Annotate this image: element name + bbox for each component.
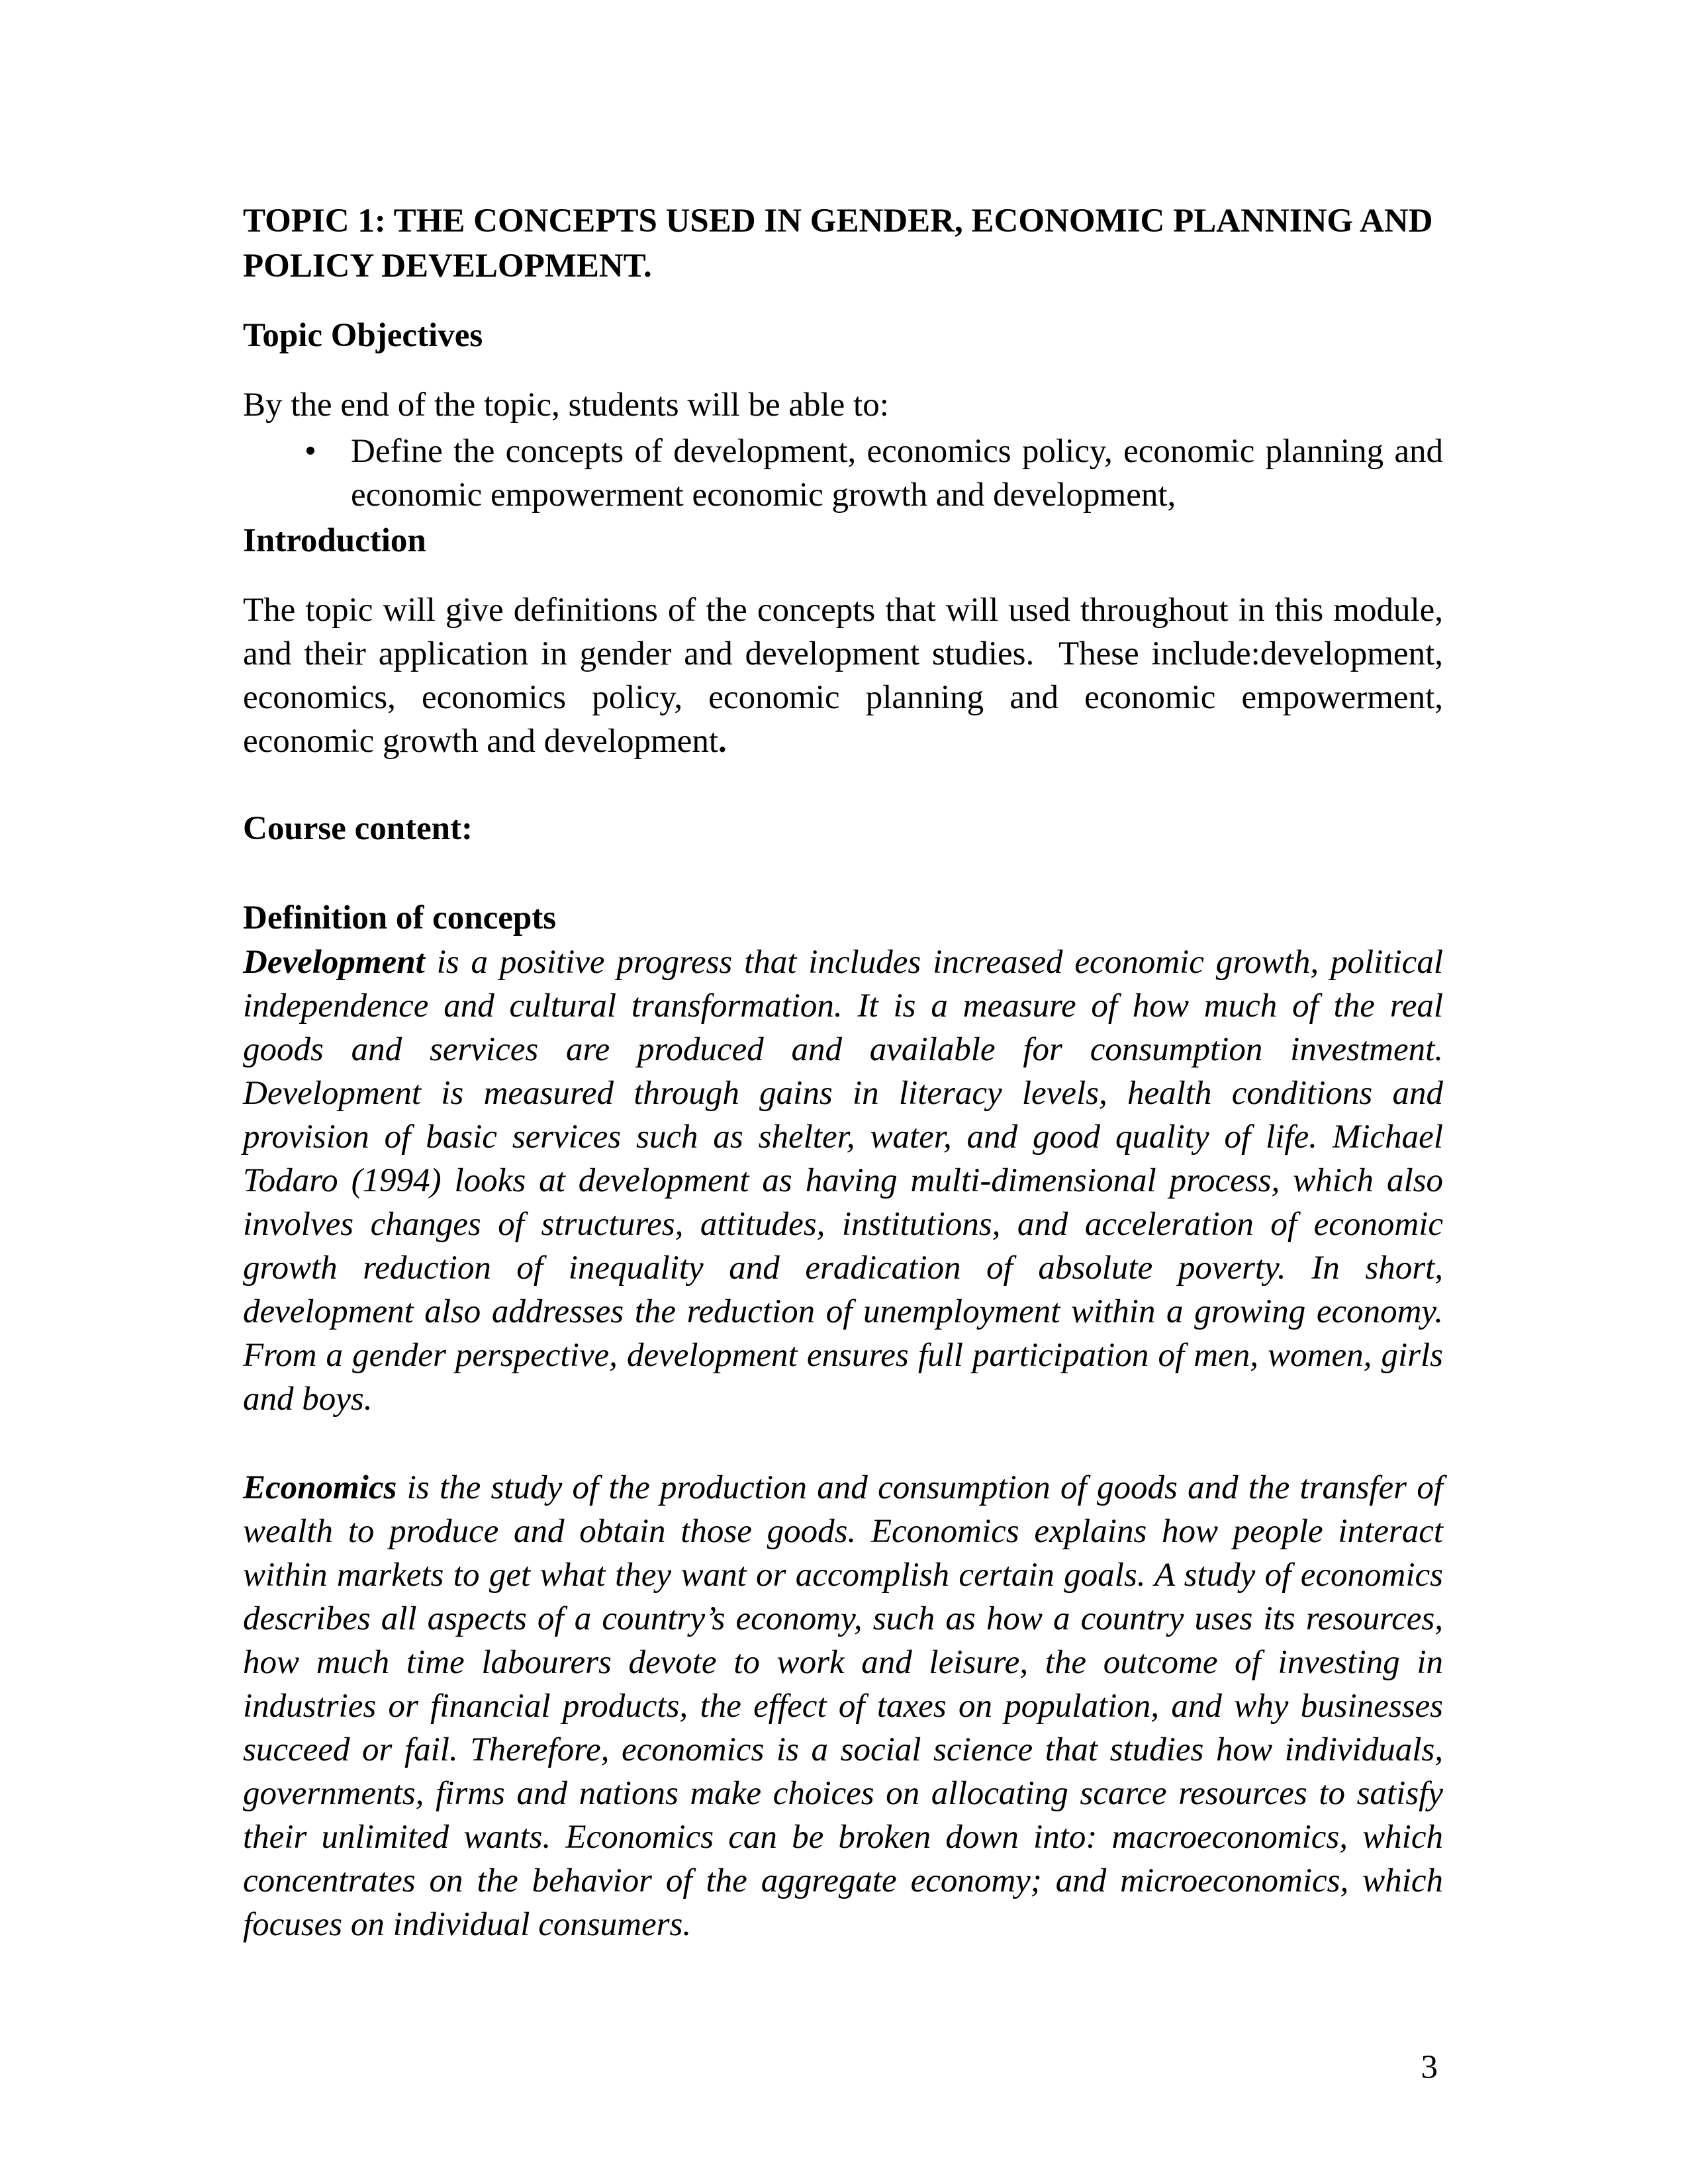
page-number: 3 xyxy=(1421,2049,1438,2086)
objectives-list xyxy=(243,430,1443,517)
definition-of-concepts-heading: Definition of concepts xyxy=(243,899,557,936)
introduction-terminal-period: . xyxy=(718,723,727,760)
development-definition-text: is a positive progress that includes increased economic growth, political independence and cultural transformation. It is a measure of how much of the real goods and services are produced and available for consumption investment. Development is measured through gains in literacy levels, health conditions and provision of basic services such as shelter, water, and good quality of life. Michael Todaro (1994) looks at development as having multi-dimensional process, which also involves changes of structures, attitudes, institutions, and acceleration of economic growth reduction of inequality and eradication of absolute poverty. In short, development also addresses the reduction of unemployment within a growing economy. From a gender perspective, development ensures full participation of men, women, girls and boys. xyxy=(243,944,1443,1418)
economics-term: Economics xyxy=(243,1469,397,1506)
economics-definition-paragraph xyxy=(243,1466,1443,1946)
bullet-icon: • xyxy=(305,433,316,470)
objectives-lead: By the end of the topic, students will be able to: xyxy=(243,387,889,424)
development-term: Development xyxy=(243,944,425,981)
introduction-text: The topic will give definitions of the concepts that will used throughout in this module, and their application in gender and development studies. These include:development, economics, economics policy, economic planning and economic empowerment, economic growth and development xyxy=(243,592,1443,760)
objective-item xyxy=(243,430,1443,517)
introduction-heading: Introduction xyxy=(243,522,426,559)
course-content-heading: Course content: xyxy=(243,810,473,847)
topic-title: TOPIC 1: THE CONCEPTS USED IN GENDER, ECONOMIC PLANNING AND POLICY DEVELOPMENT. xyxy=(243,203,1433,285)
introduction-paragraph xyxy=(243,588,1443,763)
economics-definition-text: is the study of the production and consumption of goods and the transfer of wealth to produce and obtain those goods. Economics explains how people interact within markets to get what they want or accomplish certain goals. A study of economics describes all aspects of a country’s economy, such as how a country uses its resources, how much time labourers devote to work and leisure, the outcome of investing in industries or financial products, the effect of taxes on population, and why businesses succeed or fail. Therefore, economics is a social science that studies how individuals, governments, firms and nations make choices on allocating scarce resources to satisfy their unlimited wants. Economics can be broken down into: macroeconomics, which concentrates on the behavior of the aggregate economy; and microeconomics, which focuses on individual consumers. xyxy=(243,1469,1443,1943)
development-definition-paragraph xyxy=(243,940,1443,1421)
topic-objectives-heading: Topic Objectives xyxy=(243,317,483,354)
objective-text: Define the concepts of development, economics policy, economic planning and economic empowerment economic growth and development, xyxy=(351,433,1443,514)
